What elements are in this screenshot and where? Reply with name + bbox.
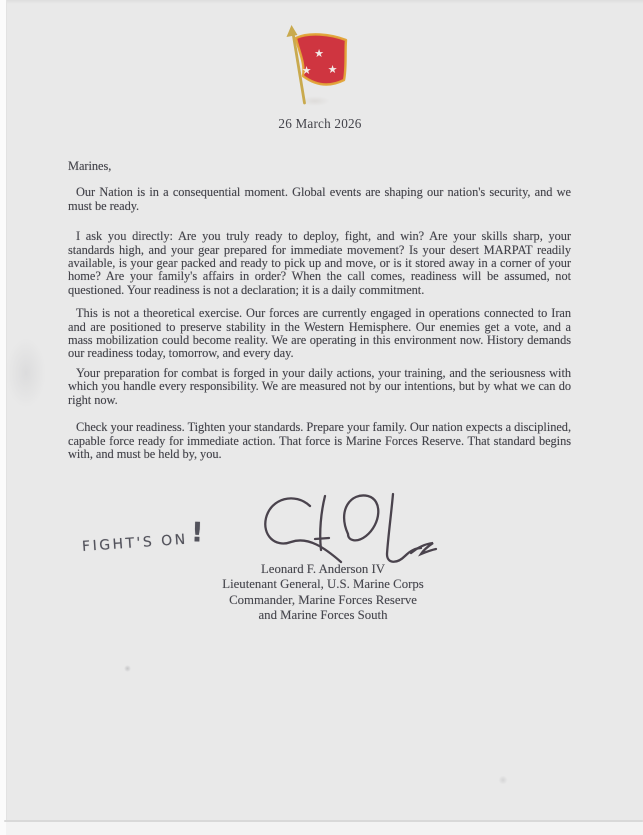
letter-body (68, 160, 571, 461)
signature-stroke (315, 538, 329, 539)
letter-date: 26 March 2026 (278, 116, 362, 131)
scan-smudge (498, 776, 508, 784)
signature-block (143, 562, 503, 624)
scan-edge-left (0, 0, 7, 835)
scan-edge-bottom (6, 822, 643, 835)
flag-star-icon: ★ (301, 64, 312, 77)
letterhead (283, 24, 359, 106)
scan-smudge (6, 338, 46, 408)
handwritten-exclamation: ! (190, 517, 204, 549)
signature-stroke (265, 498, 341, 562)
handwritten-note (81, 517, 213, 563)
signature-stroke (344, 495, 378, 540)
salutation: Marines, (68, 159, 112, 173)
signer-name: Leonard F. Anderson IV (260, 562, 386, 576)
scan-smudge (124, 665, 131, 672)
paragraph: Our Nation is in a consequential moment. Global events are shaping our nation's security, and we must be ready. (68, 185, 571, 213)
signature-stroke (387, 494, 421, 562)
paragraph: Your preparation for combat is forged in your daily actions, your training, and the seriousness with which you handle every responsibility. We are measured not by our intentions, but by what we can do right now. (68, 365, 571, 407)
paragraph: I ask you directly: Are you truly ready to deploy, fight, and win? Are your skills sharp, your standards high, and your gear prepared for immediate movement? Is your desert MARPAT readily available, is your gear packed and ready to pick up and move, or is it stored away in a corner of your home? Are your family's affairs in order? When the call comes, readiness will be assumed, not questioned. Your readiness is not a declaration; it is a daily commitment. (68, 229, 571, 297)
three-star-general-flag-icon (283, 24, 359, 106)
flag-pole-spearhead (287, 25, 298, 37)
flag-star-icon: ★ (314, 47, 324, 60)
signer-title: Lieutenant General, U.S. Marine Corps (222, 577, 424, 592)
signer-role-1: Commander, Marine Forces Reserve (229, 592, 417, 607)
handwritten-note-text: FIGHT'S ON (81, 531, 189, 556)
scan-edge-top (0, 0, 643, 4)
paragraph: Check your readiness. Tighten your standards. Prepare your family. Our nation expects a disciplined, capable force ready for immediate action. That force is Marine Forces Reserve. That standard begins with, and must be held by, you. (68, 420, 571, 461)
signer-role-2: and Marine Forces South (258, 608, 388, 623)
signature-stroke (320, 496, 325, 550)
flag-star-icon: ★ (327, 63, 338, 76)
paragraph: This is not a theoretical exercise. Our forces are currently engaged in operations connected to Iran and are positioned to preserve stability in the Western Hemisphere. Our enemies get a vote, and a mass mobilization could become reality. We are operating in this environment now. History demands our readiness today, tomorrow, and every day. (68, 306, 571, 361)
